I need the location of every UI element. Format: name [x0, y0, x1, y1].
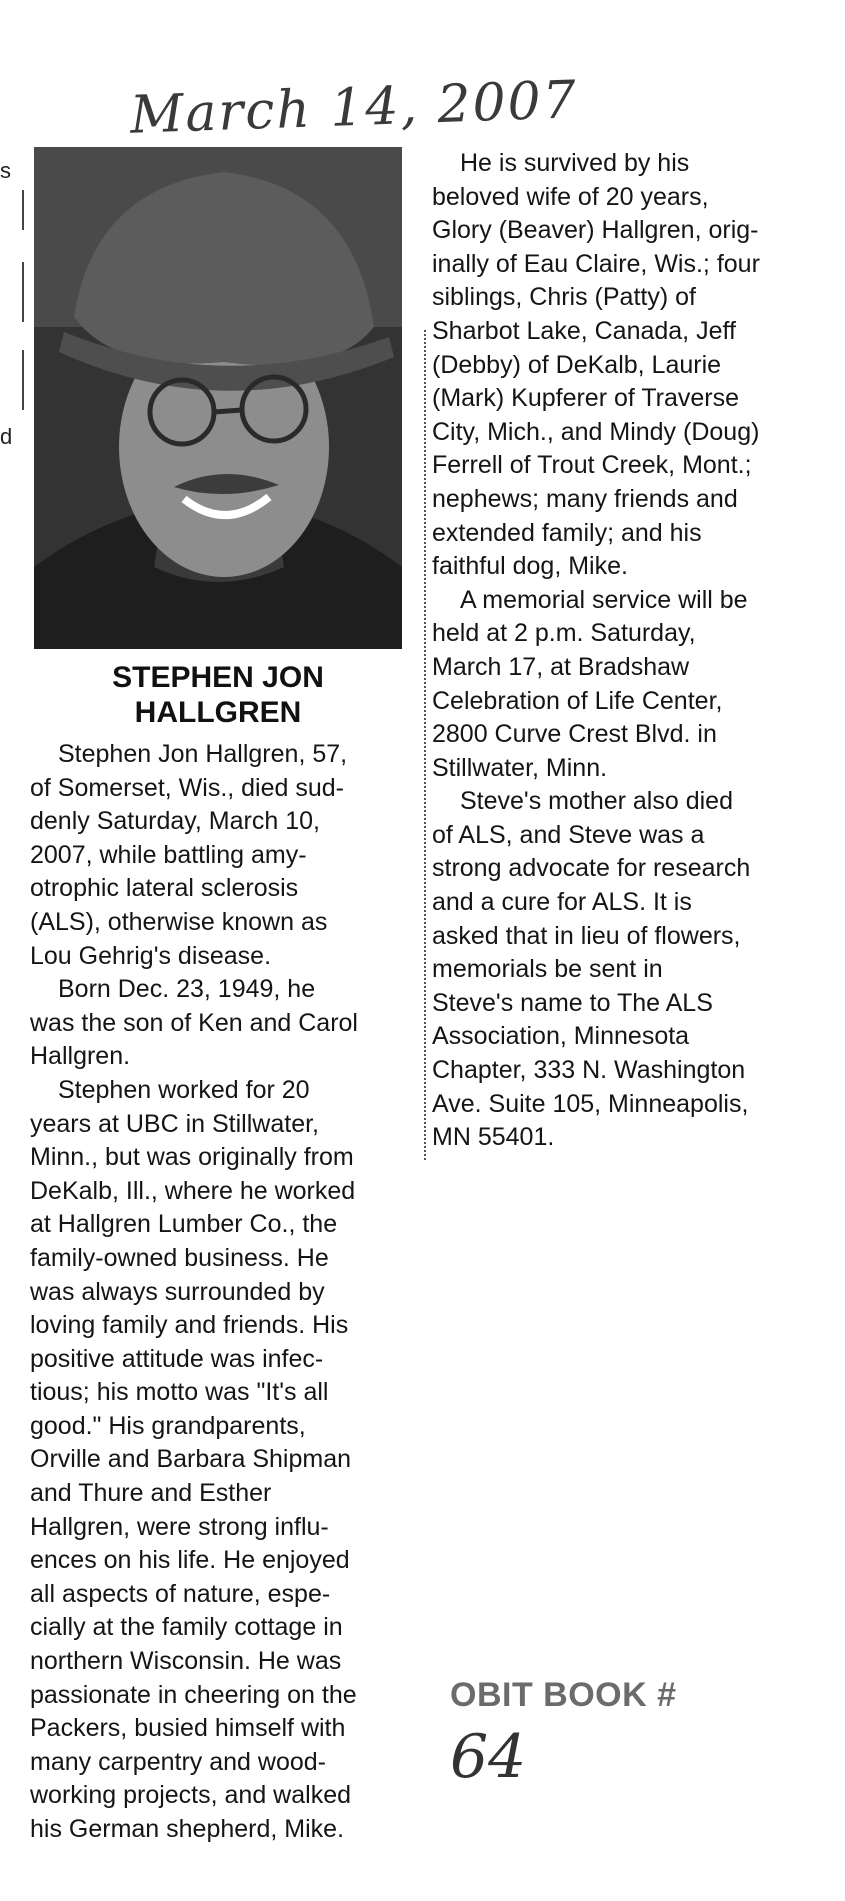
text-line: was the son of Ken and Carol [30, 1008, 358, 1037]
portrait-photo [34, 147, 402, 649]
text-line: Stillwater, Minn. [432, 753, 608, 782]
text-line: and Thure and Esther [30, 1479, 272, 1508]
text-line: positive attitude was infec- [30, 1344, 324, 1373]
text-line: extended family; and his [432, 518, 702, 547]
text-line: Celebration of Life Center, [432, 686, 723, 715]
text-line: Hallgren. [30, 1042, 131, 1071]
text-line: City, Mich., and Mindy (Doug) [432, 417, 760, 446]
text-line: Steve's mother also died [460, 787, 733, 816]
text-line: passionate in cheering on the [30, 1680, 357, 1709]
text-line: cially at the family cottage in [30, 1613, 343, 1642]
text-line: Lou Gehrig's disease. [30, 941, 272, 970]
text-line: was always surrounded by [30, 1277, 325, 1306]
text-line: Orville and Barbara Shipman [30, 1445, 351, 1474]
headline-line: STEPHEN JON [112, 661, 324, 694]
text-line: at Hallgren Lumber Co., the [30, 1210, 338, 1239]
text-line: denly Saturday, March 10, [30, 807, 320, 836]
text-line: Steve's name to The ALS [432, 988, 713, 1017]
text-line: of Somerset, Wis., died sud- [30, 773, 345, 802]
text-line: Ave. Suite 105, Minneapolis, [432, 1089, 749, 1118]
right-column [432, 147, 832, 1155]
text-line: faithful dog, Mike. [432, 552, 628, 581]
portrait-illustration [34, 147, 402, 649]
edge-line [22, 190, 24, 230]
edge-line [22, 262, 24, 322]
text-line: family-owned business. He [30, 1243, 329, 1272]
obit-book-stamp: OBIT BOOK # [450, 1676, 677, 1714]
text-line: Minn., but was originally from [30, 1143, 354, 1172]
text-line: 2007, while battling amy- [30, 840, 307, 869]
text-line: strong advocate for research [432, 854, 751, 883]
text-line: Association, Minnesota [432, 1022, 690, 1051]
text-line: good." His grandparents, [30, 1411, 306, 1440]
text-line: MN 55401. [432, 1123, 555, 1152]
text-line: ences on his life. He enjoyed [30, 1546, 350, 1575]
left-paragraph [30, 973, 410, 1074]
text-line: Ferrell of Trout Creek, Mont.; [432, 451, 752, 480]
left-paragraph [30, 738, 410, 973]
left-paragraph [30, 1074, 410, 1847]
text-line: inally of Eau Claire, Wis.; four [432, 249, 760, 278]
text-line: Sharbot Lake, Canada, Jeff [432, 316, 736, 345]
right-paragraph [432, 785, 832, 1155]
text-line: of ALS, and Steve was a [432, 820, 705, 849]
obit-book-number: 64 [450, 1722, 527, 1792]
text-line: Stephen Jon Hallgren, 57, [58, 740, 348, 768]
headline-line: HALLGREN [134, 696, 302, 729]
text-line: March 17, at Bradshaw [432, 652, 690, 681]
text-line: loving family and friends. His [30, 1311, 349, 1340]
text-line: all aspects of nature, espe- [30, 1579, 331, 1608]
text-line: memorials be sent in [432, 955, 663, 984]
text-line: nephews; many friends and [432, 484, 738, 513]
text-line: working projects, and walked [30, 1781, 351, 1810]
text-line: and a cure for ALS. It is [432, 888, 692, 917]
obituary-headline [34, 660, 402, 730]
text-line: He is survived by his [460, 149, 690, 177]
text-line: DeKalb, Ill., where he worked [30, 1176, 356, 1205]
text-line: many carpentry and wood- [30, 1747, 326, 1776]
text-line: asked that in lieu of flowers, [432, 921, 741, 950]
text-line: 2800 Curve Crest Blvd. in [432, 720, 717, 749]
text-line: Hallgren, were strong influ- [30, 1512, 329, 1541]
text-line: Packers, busied himself with [30, 1714, 346, 1743]
text-line: A memorial service will be [460, 585, 748, 614]
text-line: siblings, Chris (Patty) of [432, 283, 696, 312]
edge-line [22, 350, 24, 410]
text-line: (ALS), otherwise known as [30, 907, 328, 936]
left-column [30, 738, 410, 1847]
text-line: Chapter, 333 N. Washington [432, 1056, 746, 1085]
text-line: otrophic lateral sclerosis [30, 874, 299, 903]
right-paragraph [432, 584, 832, 786]
text-line: held at 2 p.m. Saturday, [432, 619, 696, 648]
text-line: Glory (Beaver) Hallgren, orig- [432, 216, 759, 245]
handwritten-date: March 14, 2007 [129, 70, 579, 146]
text-line: northern Wisconsin. He was [30, 1647, 342, 1676]
edge-fragment-top: s [0, 158, 11, 183]
text-line: his German shepherd, Mike. [30, 1815, 345, 1843]
edge-fragment-middle: d [0, 424, 13, 449]
text-line: (Debby) of DeKalb, Laurie [432, 350, 722, 379]
text-line: years at UBC in Stillwater, [30, 1109, 319, 1138]
text-line: tious; his motto was "It's all [30, 1378, 329, 1407]
text-line: Born Dec. 23, 1949, he [58, 975, 316, 1004]
text-line: Stephen worked for 20 [58, 1075, 310, 1104]
text-line: beloved wife of 20 years, [432, 182, 709, 211]
right-paragraph [432, 147, 832, 584]
text-line: (Mark) Kupferer of Traverse [432, 384, 740, 413]
